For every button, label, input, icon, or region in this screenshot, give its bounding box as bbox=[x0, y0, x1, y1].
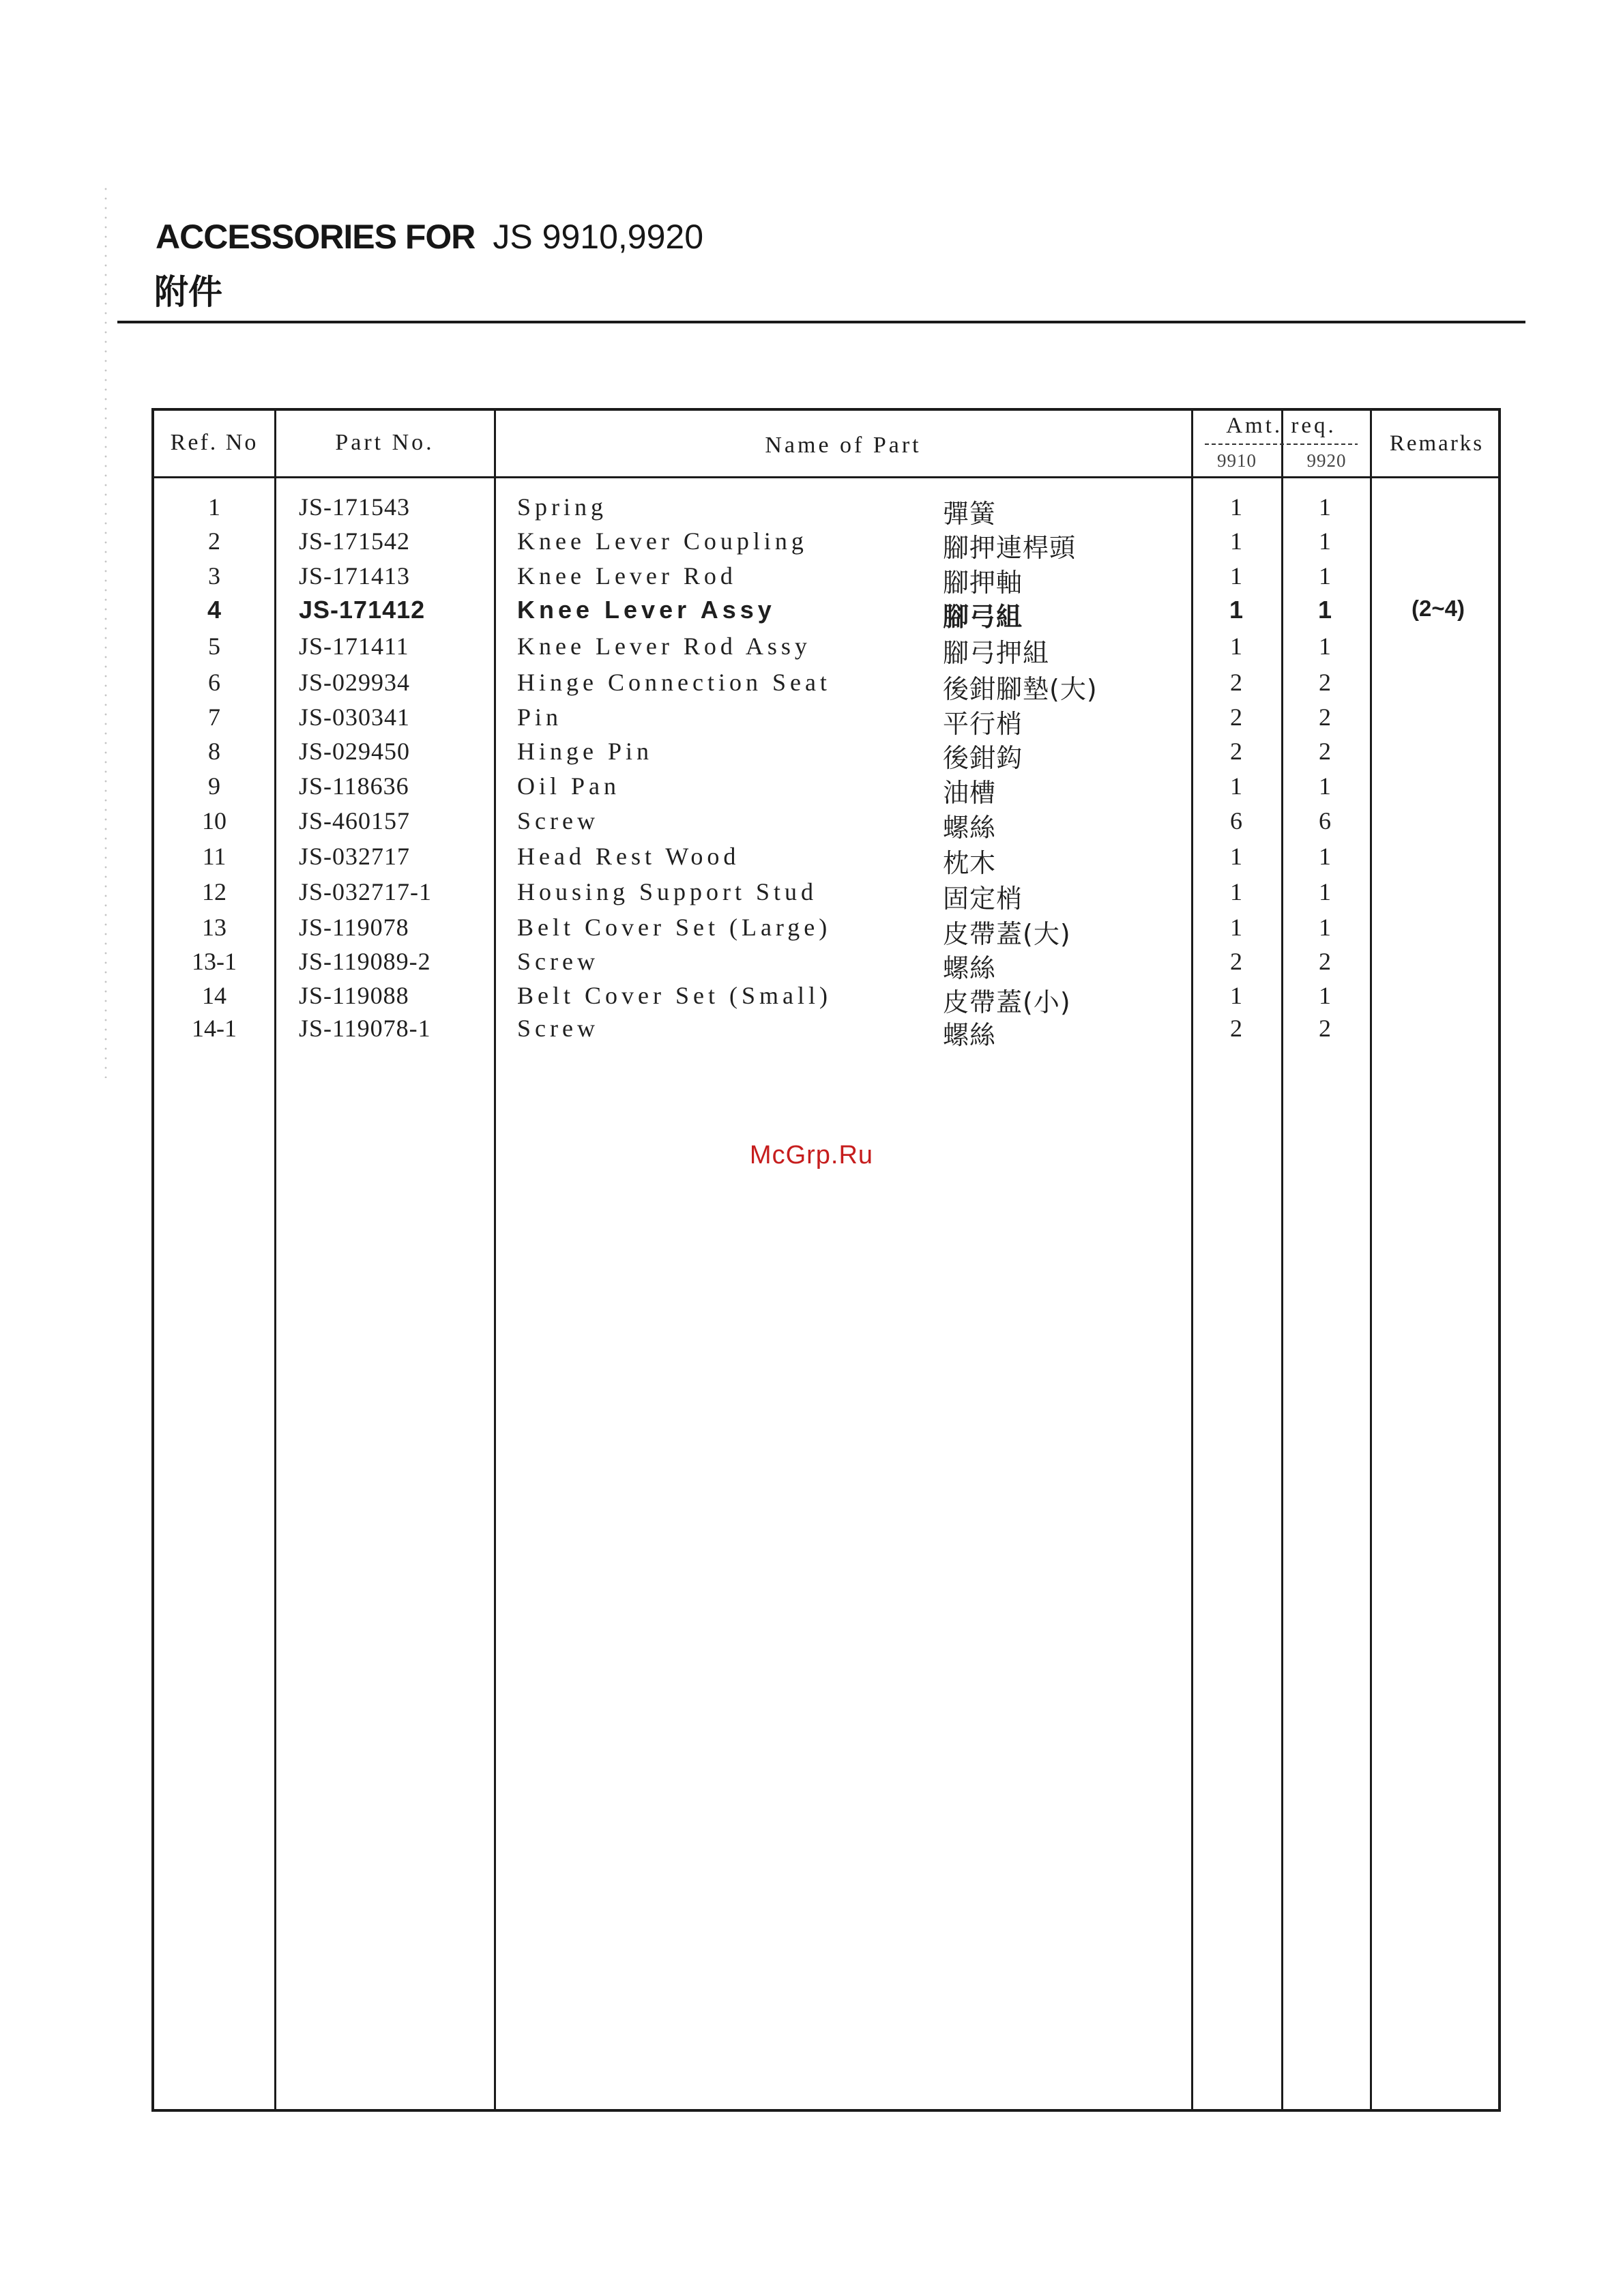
header-remarks: Remarks bbox=[1389, 431, 1485, 456]
table-row bbox=[154, 1014, 1498, 1048]
table-row bbox=[154, 703, 1498, 737]
header-ref-no: Ref. No bbox=[170, 430, 259, 455]
part-name-chinese-cell: 油槽 bbox=[943, 778, 997, 808]
qty-9920-cell: 2 bbox=[1319, 738, 1331, 765]
part-no-cell: JS-171412 bbox=[299, 596, 426, 624]
qty-9920-cell: 6 bbox=[1319, 807, 1331, 834]
page-title bbox=[156, 217, 703, 257]
part-name-chinese-cell: 彈簧 bbox=[943, 499, 997, 529]
qty-9910-cell: 1 bbox=[1230, 633, 1242, 660]
table-row bbox=[154, 562, 1498, 596]
qty-9920-cell: 1 bbox=[1319, 914, 1331, 941]
table-row bbox=[154, 842, 1498, 876]
qty-9920-cell: 1 bbox=[1319, 772, 1331, 800]
part-name-chinese-cell: 平行梢 bbox=[943, 709, 1023, 739]
header-divider bbox=[154, 476, 1498, 478]
part-no-cell: JS-032717-1 bbox=[299, 878, 433, 905]
part-name-cell: Oil Pan bbox=[517, 772, 621, 800]
part-name-cell: Hinge Pin bbox=[517, 738, 654, 765]
part-no-cell: JS-119089-2 bbox=[299, 948, 431, 975]
part-name-cell: Housing Support Stud bbox=[517, 878, 818, 905]
qty-9910-cell: 2 bbox=[1230, 703, 1242, 731]
remarks-cell: (2~4) bbox=[1412, 596, 1465, 621]
part-name-chinese-cell: 腳弓押組 bbox=[943, 638, 1050, 668]
qty-9920-cell: 1 bbox=[1319, 633, 1331, 660]
qty-9910-cell: 1 bbox=[1230, 493, 1242, 521]
ref-no-cell: 8 bbox=[208, 738, 220, 765]
part-name-chinese-cell: 皮帶蓋(大) bbox=[943, 919, 1071, 949]
part-name-cell: Knee Lever Rod Assy bbox=[517, 633, 811, 660]
ref-no-cell: 13-1 bbox=[192, 948, 237, 975]
qty-9910-cell: 1 bbox=[1229, 596, 1244, 624]
qty-9920-cell: 1 bbox=[1317, 596, 1332, 624]
part-no-cell: JS-030341 bbox=[299, 703, 411, 731]
table-row bbox=[154, 632, 1498, 666]
part-name-chinese-cell: 腳押軸 bbox=[943, 568, 1023, 598]
part-name-cell: Screw bbox=[517, 1015, 599, 1042]
table-row bbox=[154, 947, 1498, 981]
qty-9920-cell: 2 bbox=[1319, 948, 1331, 975]
qty-9910-cell: 1 bbox=[1230, 527, 1242, 555]
qty-9910-cell: 2 bbox=[1230, 738, 1242, 765]
part-no-cell: JS-119078 bbox=[299, 914, 409, 941]
table-row bbox=[154, 737, 1498, 771]
part-no-cell: JS-032717 bbox=[299, 843, 411, 870]
qty-9920-cell: 2 bbox=[1319, 669, 1331, 696]
part-no-cell: JS-119088 bbox=[299, 982, 409, 1009]
qty-9910-cell: 1 bbox=[1230, 843, 1242, 870]
table-row bbox=[154, 877, 1498, 912]
ref-no-cell: 12 bbox=[202, 878, 226, 905]
part-name-chinese-cell: 腳押連桿頭 bbox=[943, 533, 1077, 563]
part-name-chinese-cell: 螺絲 bbox=[943, 1020, 997, 1050]
ref-no-cell: 5 bbox=[208, 633, 220, 660]
qty-9910-cell: 2 bbox=[1230, 948, 1242, 975]
qty-9920-cell: 2 bbox=[1319, 1015, 1331, 1042]
table-row bbox=[154, 806, 1498, 841]
part-name-cell: Knee Lever Assy bbox=[517, 596, 776, 624]
table-row bbox=[154, 772, 1498, 806]
header-amt-req: Amt. req. bbox=[1226, 413, 1336, 438]
page-title-chinese: 附件 bbox=[154, 272, 222, 312]
part-name-cell: Head Rest Wood bbox=[517, 843, 740, 870]
ref-no-cell: 2 bbox=[208, 527, 220, 555]
qty-9910-cell: 1 bbox=[1230, 914, 1242, 941]
qty-9920-cell: 1 bbox=[1319, 493, 1331, 521]
part-name-cell: Knee Lever Rod bbox=[517, 562, 737, 590]
table-row bbox=[154, 493, 1498, 527]
qty-9910-cell: 1 bbox=[1230, 772, 1242, 800]
part-name-chinese-cell: 固定梢 bbox=[943, 884, 1023, 914]
part-name-chinese-cell: 腳弓組 bbox=[943, 602, 1023, 632]
header-qty-9910: 9910 bbox=[1217, 450, 1257, 471]
table-row bbox=[154, 596, 1498, 630]
part-name-cell: Belt Cover Set (Large) bbox=[517, 914, 832, 941]
part-no-cell: JS-118636 bbox=[299, 772, 409, 800]
title-prefix: ACCESSORIES FOR bbox=[156, 218, 476, 256]
qty-9920-cell: 1 bbox=[1319, 527, 1331, 555]
table-row bbox=[154, 527, 1498, 561]
part-name-chinese-cell: 皮帶蓋(小) bbox=[943, 987, 1071, 1017]
part-no-cell: JS-171542 bbox=[299, 527, 411, 555]
scan-margin-dots bbox=[104, 184, 108, 1078]
part-name-chinese-cell: 後鉗鈎 bbox=[943, 743, 1023, 773]
ref-no-cell: 1 bbox=[208, 493, 220, 521]
ref-no-cell: 4 bbox=[207, 596, 222, 624]
ref-no-cell: 3 bbox=[208, 562, 220, 590]
ref-no-cell: 14-1 bbox=[192, 1015, 237, 1042]
qty-9920-cell: 2 bbox=[1319, 703, 1331, 731]
ref-no-cell: 13 bbox=[202, 914, 226, 941]
part-name-chinese-cell: 螺絲 bbox=[943, 953, 997, 983]
part-name-cell: Hinge Connection Seat bbox=[517, 669, 831, 696]
part-no-cell: JS-029934 bbox=[299, 669, 411, 696]
qty-9920-cell: 1 bbox=[1319, 878, 1331, 905]
ref-no-cell: 11 bbox=[202, 843, 226, 870]
qty-9910-cell: 2 bbox=[1230, 1015, 1242, 1042]
qty-9910-cell: 1 bbox=[1230, 878, 1242, 905]
part-no-cell: JS-119078-1 bbox=[299, 1015, 431, 1042]
part-name-cell: Belt Cover Set (Small) bbox=[517, 982, 832, 1009]
watermark: McGrp.Ru bbox=[749, 1141, 874, 1169]
part-no-cell: JS-171543 bbox=[299, 493, 411, 521]
part-name-cell: Screw bbox=[517, 807, 599, 834]
table-row bbox=[154, 668, 1498, 702]
part-no-cell: JS-029450 bbox=[299, 738, 411, 765]
ref-no-cell: 9 bbox=[208, 772, 220, 800]
qty-9920-cell: 1 bbox=[1319, 982, 1331, 1009]
part-name-cell: Pin bbox=[517, 703, 563, 731]
ref-no-cell: 10 bbox=[202, 807, 226, 834]
qty-9920-cell: 1 bbox=[1319, 562, 1331, 590]
part-name-chinese-cell: 螺絲 bbox=[943, 813, 997, 843]
parts-table bbox=[151, 408, 1501, 2112]
qty-9910-cell: 2 bbox=[1230, 669, 1242, 696]
qty-9910-cell: 6 bbox=[1230, 807, 1242, 834]
part-name-chinese-cell: 後鉗腳墊(大) bbox=[943, 674, 1098, 704]
qty-9920-cell: 1 bbox=[1319, 843, 1331, 870]
part-no-cell: JS-171413 bbox=[299, 562, 411, 590]
ref-no-cell: 6 bbox=[208, 669, 220, 696]
title-divider bbox=[117, 321, 1525, 323]
amt-req-underline bbox=[1205, 444, 1358, 445]
header-qty-9920: 9920 bbox=[1306, 450, 1347, 471]
qty-9910-cell: 1 bbox=[1230, 982, 1242, 1009]
header-part-no: Part No. bbox=[335, 430, 435, 455]
qty-9910-cell: 1 bbox=[1230, 562, 1242, 590]
part-no-cell: JS-460157 bbox=[299, 807, 411, 834]
header-name-of-part: Name of Part bbox=[765, 433, 922, 458]
table-row bbox=[154, 913, 1498, 947]
table-row bbox=[154, 981, 1498, 1015]
part-no-cell: JS-171411 bbox=[299, 633, 409, 660]
part-name-cell: Spring bbox=[517, 493, 608, 521]
ref-no-cell: 14 bbox=[202, 982, 226, 1009]
ref-no-cell: 7 bbox=[208, 703, 220, 731]
part-name-cell: Screw bbox=[517, 948, 599, 975]
title-model: JS 9910,9920 bbox=[493, 218, 703, 256]
part-name-cell: Knee Lever Coupling bbox=[517, 527, 808, 555]
part-name-chinese-cell: 枕木 bbox=[943, 848, 997, 878]
